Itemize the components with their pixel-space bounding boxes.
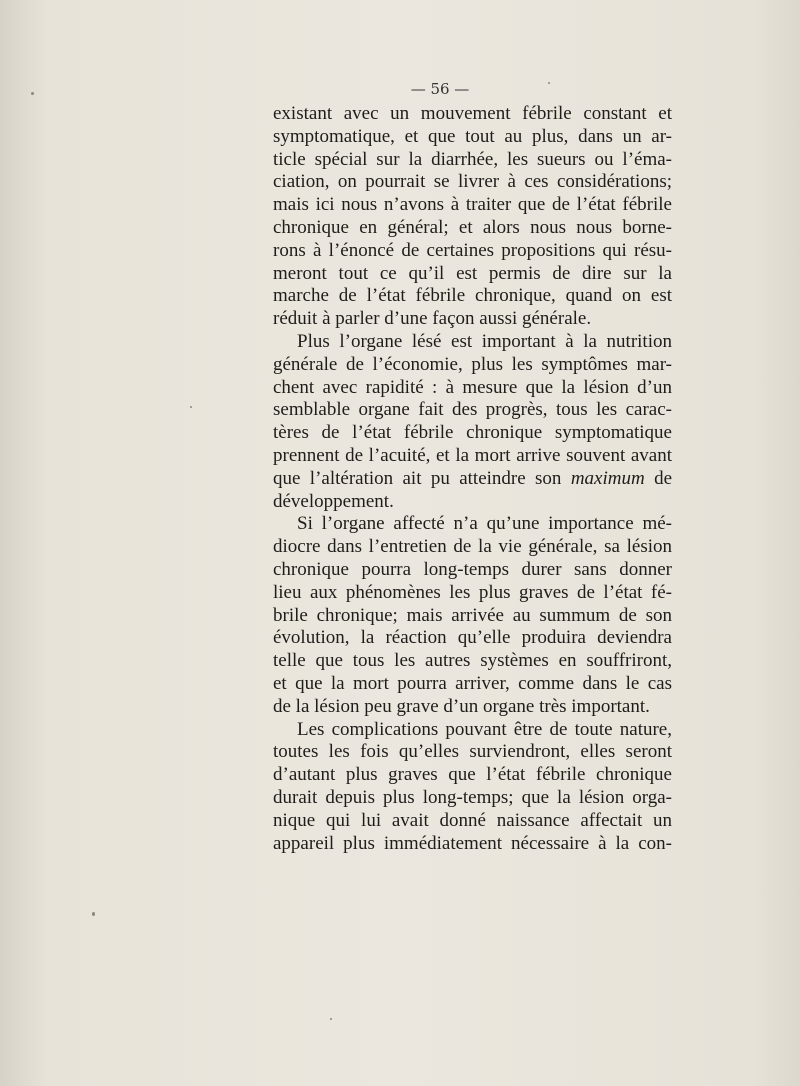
text-line: générale de l’économie, plus les symptômes mar- xyxy=(273,353,672,375)
text-line: nique qui lui avait donné naissance affectait un xyxy=(273,809,672,831)
text-line: chronique en général; et alors nous nous borne- xyxy=(273,216,672,238)
text-line: mais ici nous n’avons à traiter que de l’état fébrile xyxy=(273,194,672,216)
text-line: toutes les fois qu’elles surviendront, elles seront xyxy=(273,741,672,763)
text-line: marche de l’état fébrile chronique, quand on est xyxy=(273,285,672,307)
text-line: rons à l’énoncé de certaines propositions qui résu- xyxy=(273,239,672,261)
text-line: brile chronique; mais arrivée au summum de son xyxy=(273,604,672,626)
text-line: existant avec un mouvement fébrile constant et xyxy=(273,103,672,124)
text-line: Les complications pouvant être de toute nature, xyxy=(297,718,672,740)
text-line: chent avec rapidité : à mesure que la lésion d’un xyxy=(273,376,672,398)
text-line: appareil plus immédiatement nécessaire à la con- xyxy=(273,832,672,854)
text-line: évolution, la réaction qu’elle produira deviendra xyxy=(273,627,672,649)
paper-speck xyxy=(92,912,95,916)
text-line: réduit à parler d’une façon aussi générale. xyxy=(273,308,592,330)
text-line: de la lésion peu grave d’un organe très important. xyxy=(273,695,650,717)
text-line: Si l’organe affecté n’a qu’une importance mé- xyxy=(297,513,672,535)
paper-speck xyxy=(330,1018,332,1020)
page-number: — 56 — xyxy=(410,80,470,98)
italic-word: maximum xyxy=(570,467,645,489)
paragraph-4 xyxy=(273,719,672,856)
paragraph-2 xyxy=(273,331,672,513)
text-line: semblable organe fait des progrès, tous les carac- xyxy=(273,399,672,421)
text-line: que l’altération ait pu atteindre son maximum de xyxy=(273,467,672,489)
text-line: chronique pourra long-temps durer sans donner xyxy=(273,558,672,580)
paper-speck xyxy=(31,92,34,95)
paragraph-1 xyxy=(273,103,672,331)
text-line: ciation, on pourrait se livrer à ces considérations; xyxy=(273,171,672,193)
text-line: meront tout ce qu’il est permis de dire sur la xyxy=(273,262,672,284)
paper-speck xyxy=(548,82,550,84)
text-line: symptomatique, et que tout au plus, dans un ar- xyxy=(273,125,672,147)
text-line: diocre dans l’entretien de la vie générale, sa lésion xyxy=(273,536,672,558)
text-line: Plus l’organe lésé est important à la nutrition xyxy=(297,330,672,352)
paragraph-3 xyxy=(273,513,672,718)
text-line: et que la mort pourra arriver, comme dans le cas xyxy=(273,672,672,694)
text-line: lieu aux phénomènes les plus graves de l’état fé- xyxy=(273,581,672,603)
text-line: durait depuis plus long-temps; que la lésion orga- xyxy=(273,786,672,808)
text-line: tères de l’état fébrile chronique symptomatique xyxy=(273,422,672,444)
text-line: ticle spécial sur la diarrhée, les sueurs ou l’éma- xyxy=(273,148,672,170)
text-line: développement. xyxy=(273,490,394,512)
text-line: d’autant plus graves que l’état fébrile chronique xyxy=(273,764,672,786)
text-line: telle que tous les autres systèmes en souffriront, xyxy=(273,650,672,672)
body-text xyxy=(273,103,672,855)
paper-speck xyxy=(190,406,192,408)
text-line: prennent de l’acuité, et la mort arrive souvent avant xyxy=(273,444,672,466)
